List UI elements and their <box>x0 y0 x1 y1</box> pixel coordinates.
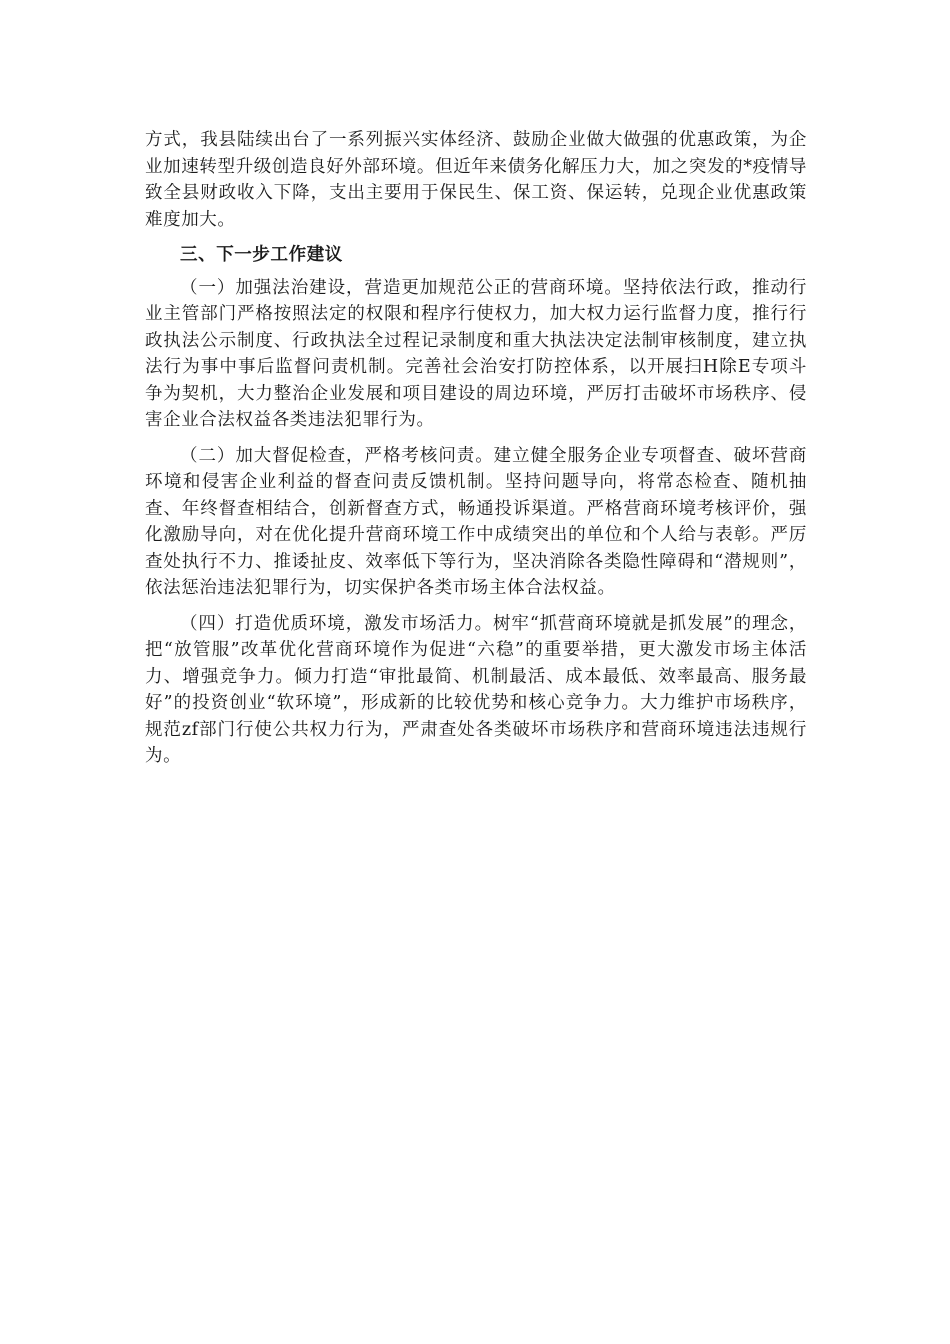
continuation-paragraph: 方式，我县陆续出台了一系列振兴实体经济、鼓励企业做大做强的优惠政策，为企业加速转型升级创造良好外部环境。但近年来债务化解压力大，加之突发的*疫情导致全县财政收入下降，支出主要用于保民生、保工资、保运转，兑现企业优惠政策难度加大。 <box>145 130 807 230</box>
section-heading: 三、下一步工作建议 <box>180 245 343 265</box>
paragraph-4: （四）打造优质环境，激发市场活力。树牢“抓营商环境就是抓发展”的理念，把“放管服”改革优化营商环境作为促进“六稳”的重要举措，更大激发市场主体活力、增强竞争力。倾力打造“审批最简、机制最活、成本最低、效率最高、服务最好”的投资创业“软环境”，形成新的比较优势和核心竞争力。大力维护市场秩序，规范zf部门行使公共权力行为，严肃查处各类破坏市场秩序和营商环境违法违规行为。 <box>145 613 807 766</box>
paragraph-1: （一）加强法治建设，营造更加规范公正的营商环境。坚持依法行政，推动行业主管部门严格按照法定的权限和程序行使权力，加大权力运行监督力度，推行行政执法公示制度、行政执法全过程记录制度和重大执法决定法制审核制度，建立执法行为事中事后监督问责机制。完善社会治安打防控体系，以开展扫H除E专项斗争为契机，大力整治企业发展和项目建设的周边环境，严厉打击破坏市场秩序、侵害企业合法权益各类违法犯罪行为。 <box>145 277 807 430</box>
document-body <box>145 127 807 779</box>
paragraph-2: （二）加大督促检查，严格考核问责。建立健全服务企业专项督查、破坏营商环境和侵害企业利益的督查问责反馈机制。坚持问题导向，将常态检查、随机抽查、年终督查相结合，创新督查方式，畅通投诉渠道。严格营商环境考核评价，强化激励导向，对在优化提升营商环境工作中成绩突出的单位和个人给与表彰。严厉查处执行不力、推诿扯皮、效率低下等行为，坚决消除各类隐性障碍和“潜规则”，依法惩治违法犯罪行为，切实保护各类市场主体合法权益。 <box>145 445 807 598</box>
